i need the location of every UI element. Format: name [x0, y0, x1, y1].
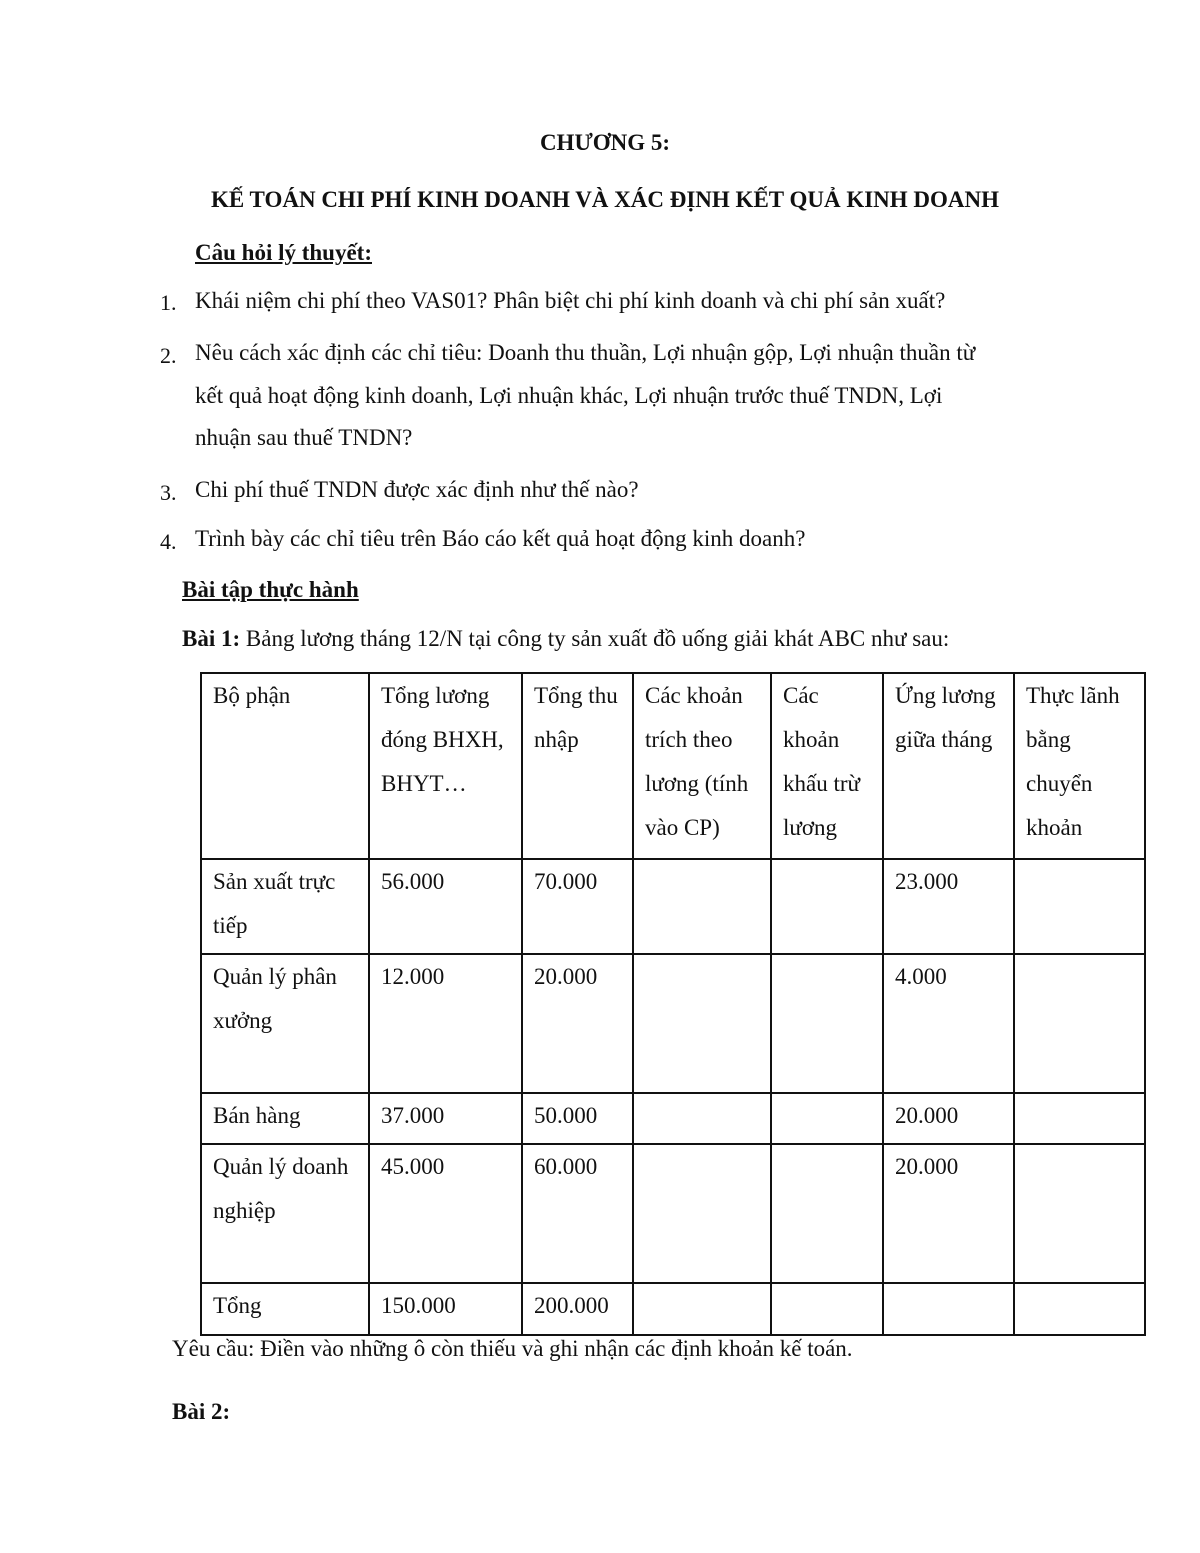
- table-cell: Tổng: [201, 1283, 369, 1335]
- table-cell: 60.000: [522, 1144, 633, 1283]
- theory-heading: Câu hỏi lý thuyết:: [195, 240, 372, 265]
- table-cell: [771, 859, 883, 954]
- question-text: [195, 469, 639, 512]
- practice-heading: Bài tập thực hành: [182, 577, 359, 602]
- table-cell: 45.000: [369, 1144, 522, 1283]
- table-cell: 37.000: [369, 1093, 522, 1144]
- table-cell: 56.000: [369, 859, 522, 954]
- chapter-heading: CHƯƠNG 5:: [539, 130, 671, 155]
- question-line: Trình bày các chỉ tiêu trên Báo cáo kết quả hoạt động kinh doanh?: [195, 526, 806, 551]
- exercise-2-label: Bài 2:: [172, 1399, 231, 1424]
- table-cell: 23.000: [883, 859, 1014, 954]
- table-cell: 70.000: [522, 859, 633, 954]
- question-text: [195, 332, 975, 460]
- table-cell: 50.000: [522, 1093, 633, 1144]
- exercise-1-text: Bảng lương tháng 12/N tại công ty sản xuất đồ uống giải khát ABC như sau:: [240, 626, 950, 651]
- table-cell: [1014, 859, 1145, 954]
- question-line: Khái niệm chi phí theo VAS01? Phân biệt chi phí kinh doanh và chi phí sản xuất?: [195, 288, 946, 313]
- table-cell: 20.000: [883, 1144, 1014, 1283]
- header-cell: Ứng lương giữa tháng: [883, 673, 1014, 859]
- table-cell: [1014, 1144, 1145, 1283]
- table-cell: Bán hàng: [201, 1093, 369, 1144]
- header-cell: Tổng lương đóng BHXH, BHYT…: [369, 673, 522, 859]
- chapter-title: KẾ TOÁN CHI PHÍ KINH DOANH VÀ XÁC ĐỊNH KẾT QUẢ KINH DOANH: [210, 187, 1000, 212]
- table-cell: [633, 954, 771, 1093]
- table-total-row: [201, 1283, 1145, 1335]
- question-text: [195, 518, 805, 561]
- table-cell: 150.000: [369, 1283, 522, 1335]
- question-number: 3.: [160, 480, 177, 505]
- table-cell: Sản xuất trực tiếp: [201, 859, 369, 954]
- table-cell: 200.000: [522, 1283, 633, 1335]
- table-row: [201, 1144, 1145, 1283]
- table-header-row: [201, 673, 1145, 859]
- table-cell: [771, 1283, 883, 1335]
- table-cell: [633, 859, 771, 954]
- question-line: Nêu cách xác định các chỉ tiêu: Doanh thu thuần, Lợi nhuận gộp, Lợi nhuận thuần từ: [195, 340, 976, 365]
- question-line: kết quả hoạt động kinh doanh, Lợi nhuận khác, Lợi nhuận trước thuế TNDN, Lợi: [195, 382, 943, 408]
- table-cell: [883, 1283, 1014, 1335]
- table-row: [201, 859, 1145, 954]
- table-cell: Quản lý phân xưởng: [201, 954, 369, 1093]
- table-cell: [633, 1283, 771, 1335]
- exercise-1-requirement: Yêu cầu: Điền vào những ô còn thiếu và ghi nhận các định khoản kế toán.: [172, 1336, 853, 1361]
- header-cell: Các khoản trích theo lương (tính vào CP): [633, 673, 771, 859]
- question-line: nhuận sau thuế TNDN?: [195, 425, 413, 450]
- header-cell: Thực lãnh bằng chuyển khoản: [1014, 673, 1145, 859]
- exercise-1-intro: [182, 626, 949, 652]
- header-cell: Bộ phận: [201, 673, 369, 859]
- table-cell: [1014, 1283, 1145, 1335]
- table-cell: [633, 1093, 771, 1144]
- table-row: [201, 1093, 1145, 1144]
- salary-table: [200, 672, 1146, 1336]
- exercise-1-label: Bài 1:: [182, 626, 241, 651]
- table-row: [201, 954, 1145, 1093]
- question-text: [195, 280, 945, 323]
- table-cell: 4.000: [883, 954, 1014, 1093]
- table-cell: [633, 1144, 771, 1283]
- question-number: 2.: [160, 343, 177, 368]
- table-cell: [1014, 1093, 1145, 1144]
- question-line: Chi phí thuế TNDN được xác định như thế nào?: [195, 477, 639, 502]
- question-number: 1.: [160, 290, 177, 315]
- table-cell: 12.000: [369, 954, 522, 1093]
- table-cell: [1014, 954, 1145, 1093]
- header-cell: Các khoản khấu trừ lương: [771, 673, 883, 859]
- table-cell: [771, 954, 883, 1093]
- table-cell: [771, 1144, 883, 1283]
- table-cell: 20.000: [522, 954, 633, 1093]
- header-cell: Tổng thu nhập: [522, 673, 633, 859]
- question-number: 4.: [160, 529, 177, 554]
- table-cell: [771, 1093, 883, 1144]
- table-cell: Quản lý doanh nghiệp: [201, 1144, 369, 1283]
- table-cell: 20.000: [883, 1093, 1014, 1144]
